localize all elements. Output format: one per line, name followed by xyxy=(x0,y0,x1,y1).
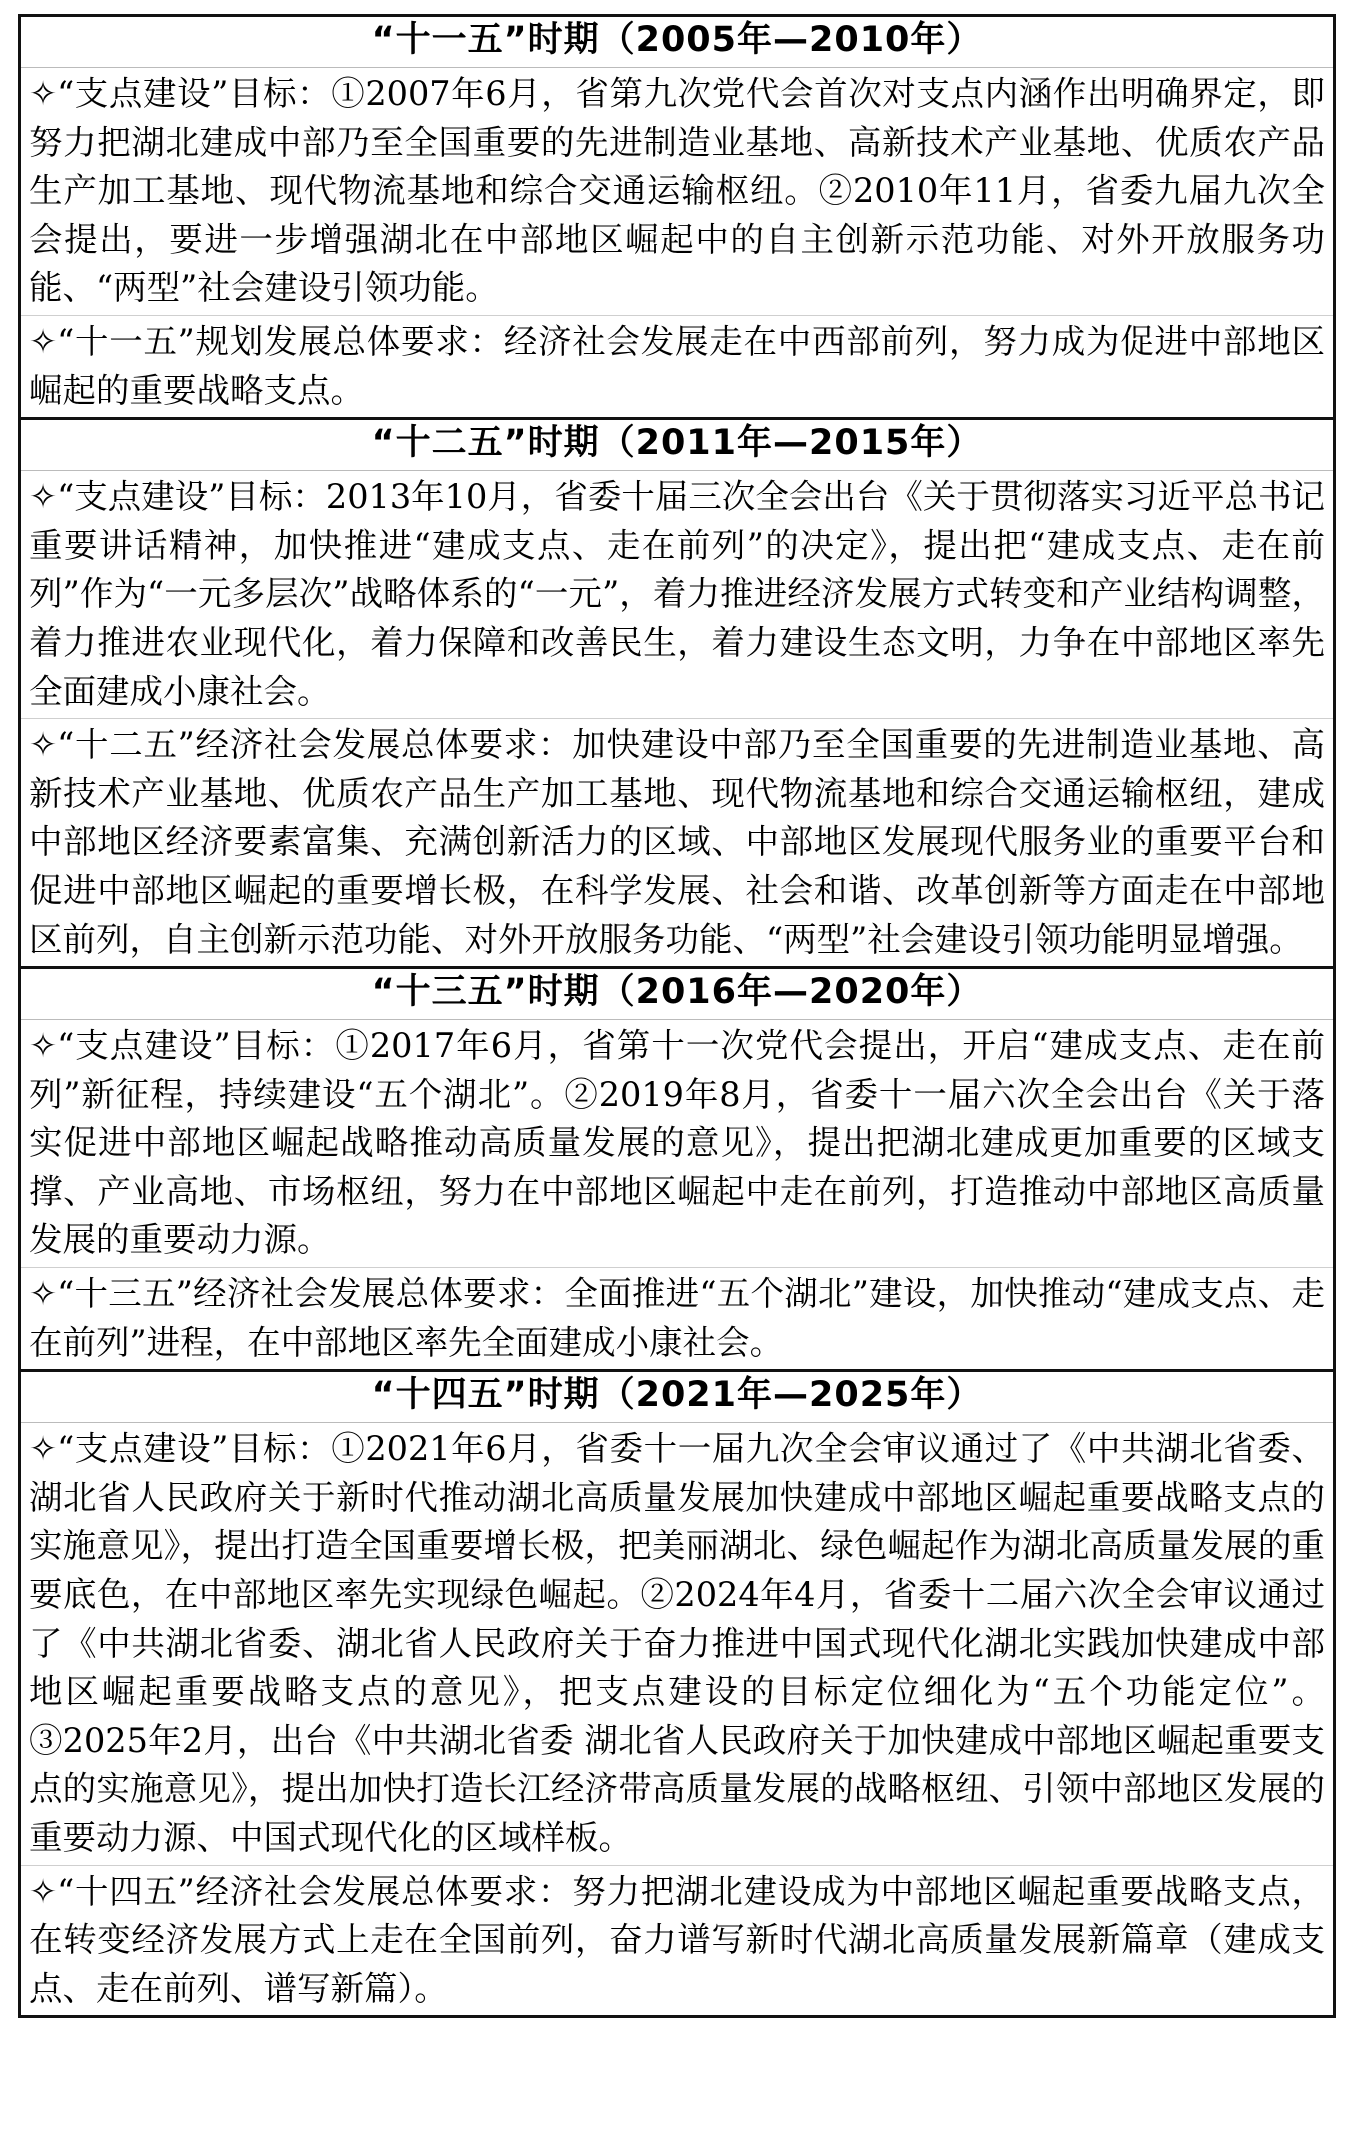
document-page xyxy=(18,14,1336,2018)
fulcrum-goal-text: ✧“支点建设”目标：①2017年6月，省第十一次党代会提出，开启“建成支点、走在前列”新征程，持续建设“五个湖北”。②2019年8月，省委十一届六次全会出台《关于落实促进中部地区崛起战略推动高质量发展的意见》，提出把湖北建成更加重要的区域支撑、产业高地、市场枢纽，努力在中部地区崛起中走在前列，打造推动中部地区高质量发展的重要动力源。 xyxy=(21,1020,1333,1268)
overall-requirement-text: ✧“十三五”经济社会发展总体要求：全面推进“五个湖北”建设，加快推动“建成支点、走在前列”进程，在中部地区率先全面建成小康社会。 xyxy=(29,1274,1325,1362)
overall-requirement-text: ✧“十四五”经济社会发展总体要求：努力把湖北建设成为中部地区崛起重要战略支点，在转变经济发展方式上走在全国前列，奋力谱写新时代湖北高质量发展新篇章（建成支点、走在前列、谱写新篇）。 xyxy=(29,1871,1325,2008)
section-header: “十四五”时期（2021年—2025年） xyxy=(21,1372,1333,1423)
period-section-13th xyxy=(21,966,1333,1369)
period-section-14th xyxy=(21,1369,1333,2015)
fulcrum-goal-text: ✧“支点建设”目标：①2021年6月，省委十一届九次全会审议通过了《中共湖北省委、湖北省人民政府关于新时代推动湖北高质量发展加快建成中部地区崛起重要战略支点的实施意见》，提出打造全国重要增长极，把美丽湖北、绿色崛起作为湖北高质量发展的重要底色，在中部地区率先实现绿色崛起。②2024年4月，省委十二届六次全会审议通过了《中共湖北省委、湖北省人民政府关于奋力推进中国式现代化湖北实践加快建成中部地区崛起重要战略支点的意见》，把支点建设的目标定位细化为“五个功能定位”。③2025年2月，出台《中共湖北省委 湖北省人民政府关于加快建成中部地区崛起重要支点的实施意见》，提出加快打造长江经济带高质量发展的战略枢纽、引领中部地区发展的重要动力源、中国式现代化的区域样板。 xyxy=(21,1423,1333,1865)
period-section-12th xyxy=(21,417,1333,966)
section-header: “十二五”时期（2011年—2015年） xyxy=(21,420,1333,471)
section-header: “十一五”时期（2005年—2010年） xyxy=(21,17,1333,68)
fulcrum-goal-text: ✧“支点建设”目标：2013年10月，省委十届三次全会出台《关于贯彻落实习近平总书记重要讲话精神，加快推进“建成支点、走在前列”的决定》，提出把“建成支点、走在前列”作为“一元多层次”战略体系的“一元”，着力推进经济发展方式转变和产业结构调整，着力推进农业现代化，着力保障和改善民生，着力建设生态文明，力争在中部地区率先全面建成小康社会。 xyxy=(21,471,1333,719)
section-header: “十三五”时期（2016年—2020年） xyxy=(21,969,1333,1020)
overall-requirement-text: ✧“十一五”规划发展总体要求：经济社会发展走在中西部前列，努力成为促进中部地区崛起的重要战略支点。 xyxy=(29,321,1325,410)
fulcrum-goal-text: ✧“支点建设”目标：①2007年6月，省第九次党代会首次对支点内涵作出明确界定，即努力把湖北建成中部乃至全国重要的先进制造业基地、高新技术产业基地、优质农产品生产加工基地、现代物流基地和综合交通运输枢纽。②2010年11月，省委九届九次全会提出，要进一步增强湖北在中部地区崛起中的自主创新示范功能、对外开放服务功能、“两型”社会建设引领功能。 xyxy=(21,68,1333,316)
period-section-11th xyxy=(21,17,1333,417)
overall-requirement-text: ✧“十二五”经济社会发展总体要求：加快建设中部乃至全国重要的先进制造业基地、高新技术产业基地、优质农产品生产加工基地、现代物流基地和综合交通运输枢纽，建成中部地区经济要素富集、充满创新活力的区域、中部地区发展现代服务业的重要平台和促进中部地区崛起的重要增长极，在科学发展、社会和谐、改革创新等方面走在中部地区前列，自主创新示范功能、对外开放服务功能、“两型”社会建设引领功能明显增强。 xyxy=(29,725,1325,959)
period-table xyxy=(18,14,1336,2018)
